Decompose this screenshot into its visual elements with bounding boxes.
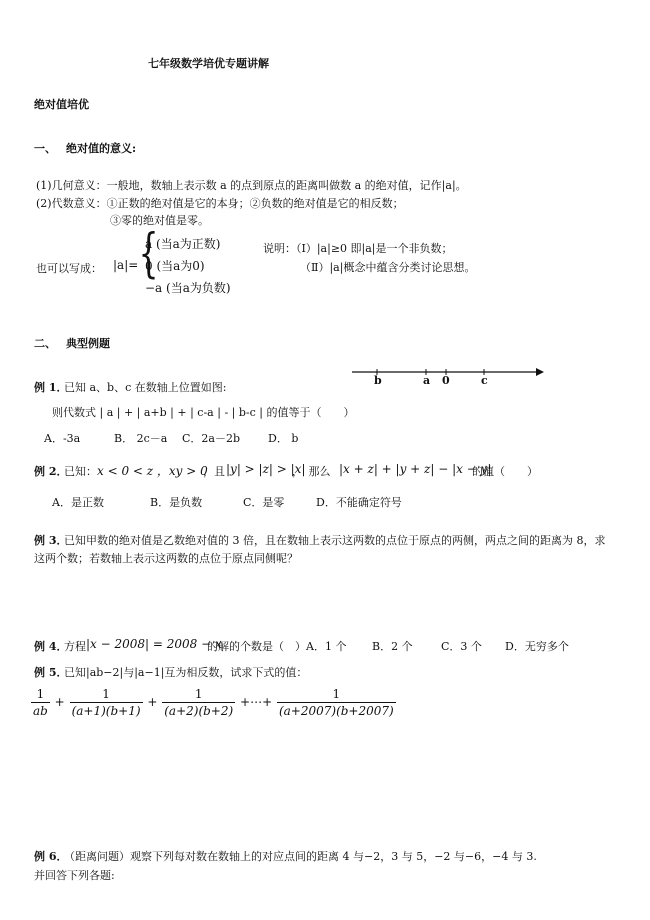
note-2: （Ⅱ）|a|概念中蕴含分类讨论思想。 <box>300 261 476 274</box>
label-zero: 0 <box>442 374 450 387</box>
example-2-label: 例 2． <box>34 465 68 478</box>
section-2-number: 二、 <box>34 337 56 350</box>
example-1-question: 则代数式 | a | + | a+b | + | c-a | - | b-c | 的值等于（ ） <box>52 406 355 419</box>
example-2-connector: ，且 <box>203 465 225 478</box>
section-1-title: 绝对值的意义: <box>66 142 137 155</box>
subtitle: 绝对值培优 <box>34 98 89 111</box>
example-2-then: ， 那么 <box>292 465 331 478</box>
case-zero: 0 (当a为0) <box>145 259 205 273</box>
abs-lhs: |a|= <box>113 258 139 272</box>
definition-algebraic: (2)代数意义：①正数的绝对值是它的本身；②负数的绝对值是它的相反数； <box>36 197 404 210</box>
example-3-line-1: 已知甲数的绝对值是乙数绝对值的 3 倍，且在数轴上表示这两数的点位于原点的两侧，两点之间的距离为 8，求 <box>64 534 606 547</box>
example-5-label: 例 5． <box>34 666 68 679</box>
number-line-arrow <box>536 368 544 376</box>
example-4-option-c: C．3 个 <box>441 640 482 653</box>
example-1-option-c: C．2a－2b <box>182 432 241 445</box>
example-2-option-a: A．是正数 <box>52 496 104 509</box>
example-2-tail: 的值（ ） <box>472 465 538 478</box>
example-6-line-2: 并回答下列各题: <box>34 869 115 882</box>
label-b: b <box>374 374 382 387</box>
example-3-line-2: 这两个数；若数轴上表示这两数的点位于原点同侧呢？ <box>34 552 298 565</box>
plus-sign: + <box>54 695 65 709</box>
fraction-1: $\frac{1}{ab}$ <box>33 687 48 718</box>
example-4-prefix: 方程 <box>64 640 86 653</box>
example-2-prefix: 已知： <box>64 465 97 478</box>
case-positive: a (当a为正数) <box>145 237 221 251</box>
example-4-option-b: B．2 个 <box>372 640 413 653</box>
example-1-option-b: B． 2c－a <box>114 432 168 445</box>
fraction-4: $\frac{1}{(a+2007)(b+2007)}$ <box>278 687 394 718</box>
example-5-series <box>30 687 397 718</box>
example-2-expression: |x + z| + |y + z| − |x − y| <box>339 462 492 476</box>
section-1-number: 一、 <box>34 142 56 155</box>
example-2-option-c: C．是零 <box>243 496 285 509</box>
cases-brace: { <box>138 224 159 284</box>
definition-geometric: (1)几何意义：一般地，数轴上表示数 a 的点到原点的距离叫做数 a 的绝对值，记作|a|。 <box>36 179 467 192</box>
plus-sign: + <box>147 695 158 709</box>
label-c: c <box>481 374 488 387</box>
example-4-option-d: D．无穷多个 <box>505 640 569 653</box>
example-2-option-b: B．是负数 <box>150 496 203 509</box>
example-4-question: 的解的个数是（ ）A．1 个 <box>207 640 347 653</box>
example-1-text: 已知 a、b、c 在数轴上位置如图: <box>64 381 227 394</box>
example-3-label: 例 3． <box>34 534 68 547</box>
fraction-2: $\frac{1}{(a+1)(b+1)}$ <box>71 687 141 718</box>
page-title: 七年级数学培优专题讲解 <box>148 57 269 70</box>
cases-list <box>145 233 231 299</box>
example-2-inequality: |y| > |z| > |x| <box>226 462 306 476</box>
note-1: 说明：（Ⅰ）|a|≥0 即|a|是一个非负数； <box>263 242 453 255</box>
label-a: a <box>423 374 431 387</box>
example-6-label: 例 6． <box>34 850 68 863</box>
definition-zero: ③零的绝对值是零。 <box>110 214 209 227</box>
example-1-label: 例 1． <box>34 381 68 394</box>
section-2-title: 典型例题 <box>66 337 110 350</box>
example-4-equation: |x − 2008| = 2008 − x <box>86 637 222 651</box>
example-2-condition: x < 0 < z ，xy > 0 <box>97 464 208 478</box>
ellipsis-plus: +⋯+ <box>240 695 273 709</box>
example-2-option-d: D．不能确定符号 <box>316 496 402 509</box>
also-write-label: 也可以写成： <box>36 262 102 275</box>
example-1-option-a: A．-3a <box>44 432 81 445</box>
case-negative: −a (当a为负数) <box>145 281 231 295</box>
example-1-option-d: D． b <box>268 432 299 445</box>
fraction-3: $\frac{1}{(a+2)(b+2)}$ <box>164 687 234 718</box>
example-5-text: 已知|ab−2|与|a−1|互为相反数，试求下式的值： <box>64 666 308 679</box>
example-4-label: 例 4． <box>34 640 68 653</box>
example-6-line-1: （距离问题）观察下列每对数在数轴上的对应点间的距离 4 与−2，3 与 5，−2 与−6，−4 与 3. <box>64 850 537 863</box>
